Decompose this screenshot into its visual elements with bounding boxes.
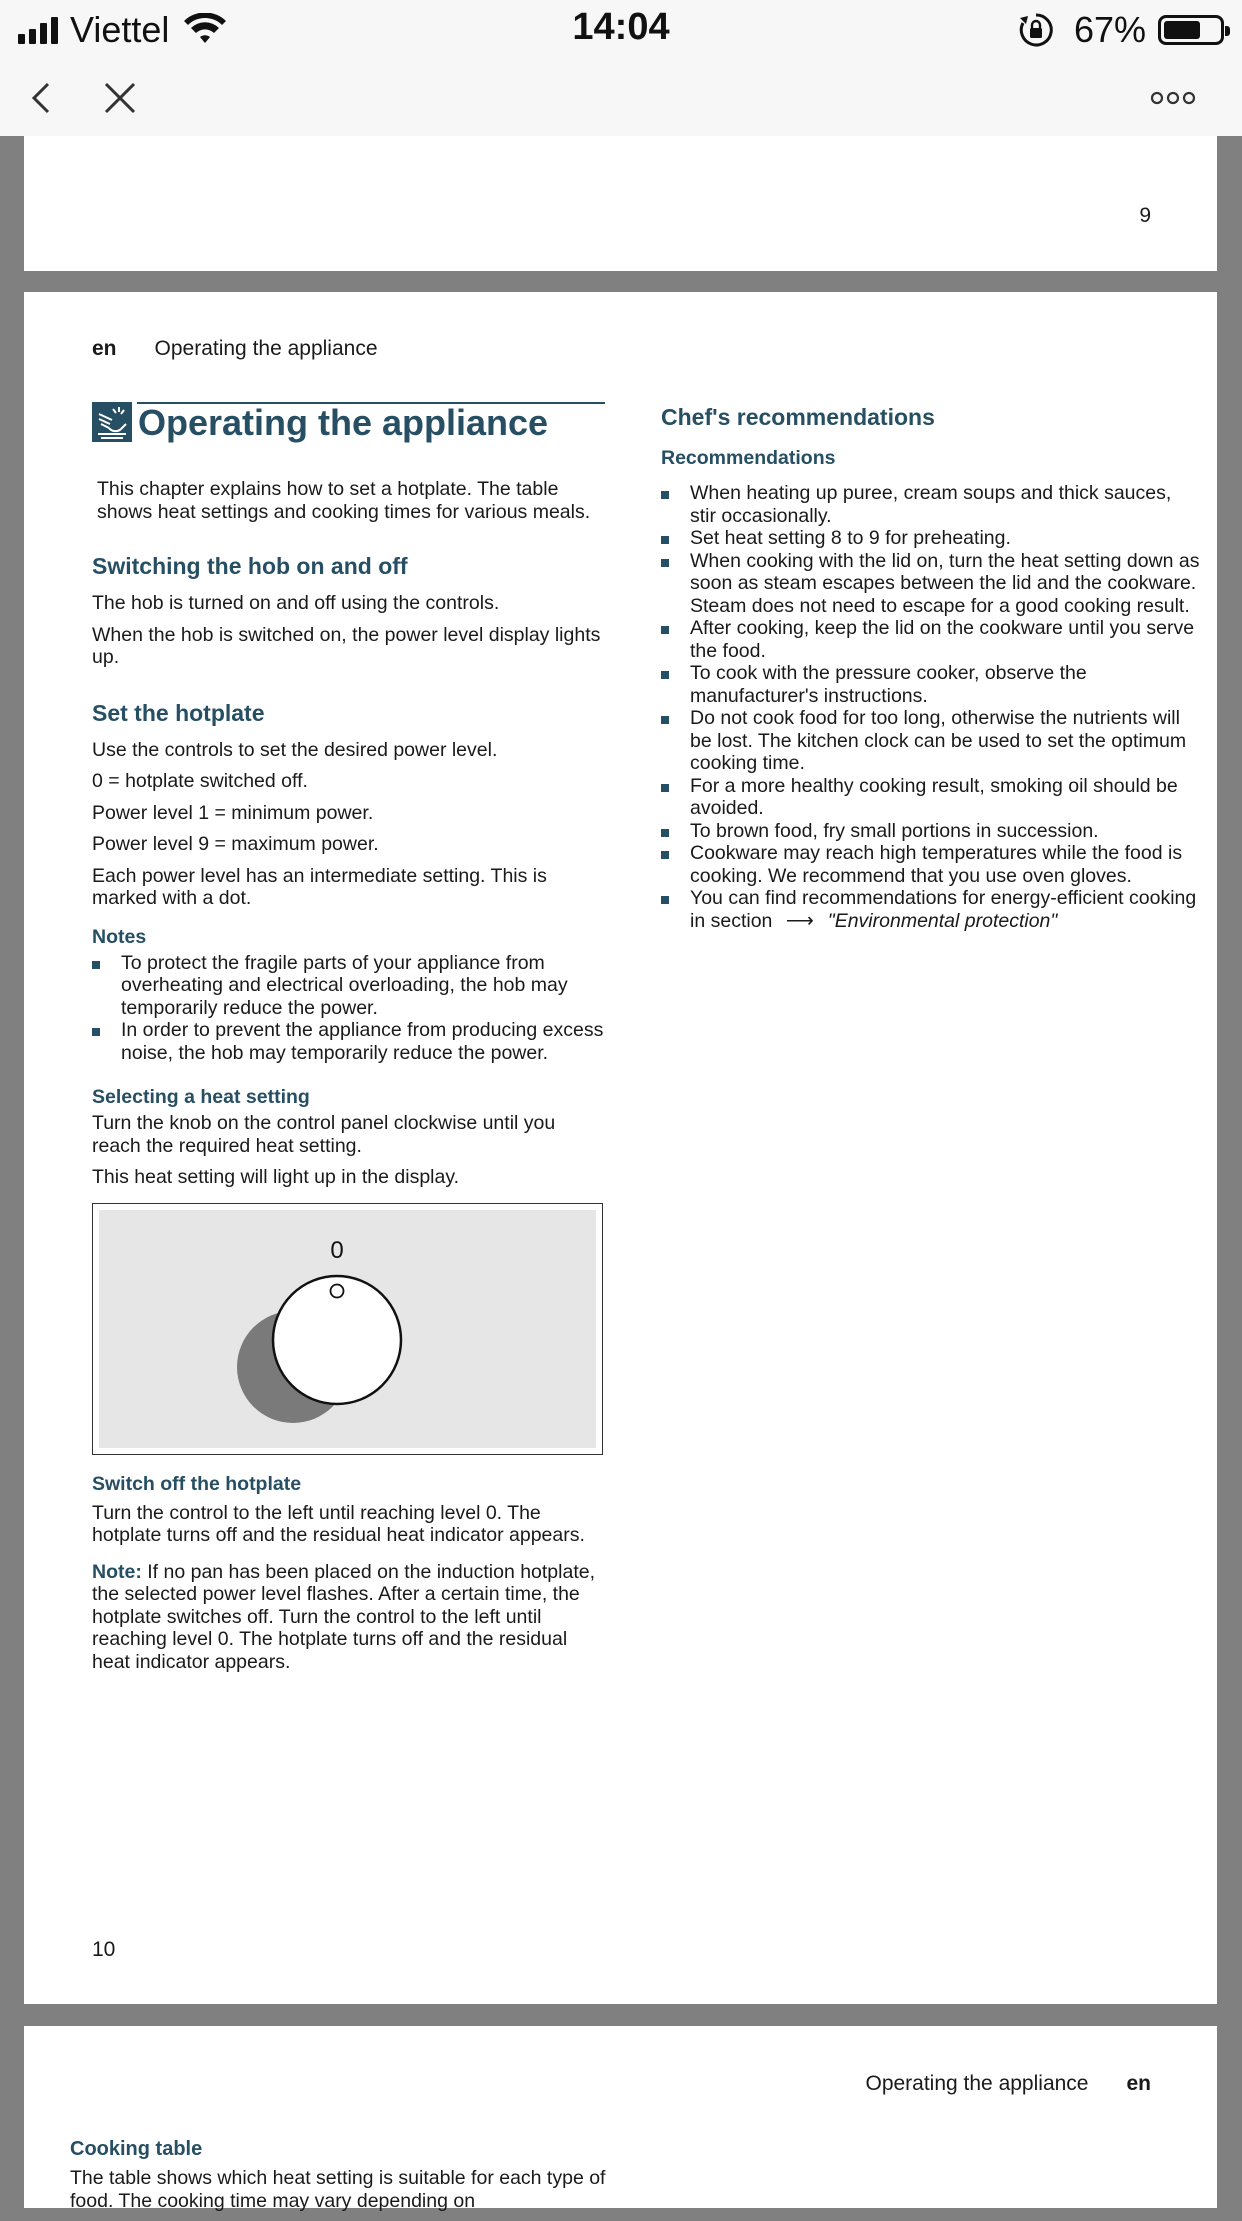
notes-heading: Notes — [92, 925, 147, 948]
running-header — [92, 337, 378, 361]
close-button[interactable] — [96, 74, 144, 122]
list-item: To cook with the pressure cooker, observe the manufacturer's instructions. — [661, 662, 1201, 707]
knob-label: 0 — [330, 1236, 344, 1264]
carrier-name: Viettel — [70, 9, 170, 50]
list-item: When cooking with the lid on, turn the heat setting down as soon as steam escapes between the lid and the cookware. Steam does not need to escape for a good cooking result. — [661, 550, 1201, 618]
status-bar — [0, 0, 1242, 60]
cooking-table-text: The table shows which heat setting is suitable for each type of food. The cooking time may vary depending on — [70, 2167, 606, 2212]
set-hotplate-text-5: Each power level has an intermediate setting. This is marked with a dot. — [92, 864, 547, 909]
chefs-heading: Chef's recommendations — [661, 404, 935, 430]
note-text: If no pan has been placed on the induction hotplate, the selected power level flashes. After a certain time, the hotplate switches off. Turn the control to the left until reaching level 0. The hotplate turns off and the residual heat indicator appears. — [92, 1560, 596, 1673]
knob-marker — [331, 1284, 344, 1297]
list-item-text: You can find recommendations for energy-efficient cooking in section — [690, 887, 1197, 932]
header-section: Operating the appliance — [154, 337, 378, 360]
nav-bar — [0, 60, 1242, 136]
cooking-table-section — [70, 2138, 610, 2221]
list-item: To brown food, fry small portions in succession. — [661, 820, 1201, 843]
switching-text-2: When the hob is switched on, the power level display lights up. — [92, 623, 601, 668]
pdf-page-9 — [24, 136, 1217, 271]
set-hotplate-text-4: Power level 9 = maximum power. — [92, 833, 379, 855]
set-hotplate-text-1: Use the controls to set the desired power level. — [92, 738, 498, 761]
switching-heading: Switching the hob on and off — [92, 553, 408, 579]
left-column — [92, 402, 605, 1682]
back-chevron-icon — [27, 81, 57, 115]
chapter-title: Operating the appliance — [138, 402, 549, 443]
header-lang: en — [1126, 2072, 1151, 2095]
recommendations-list — [661, 482, 1201, 932]
running-header — [865, 2072, 1151, 2096]
set-hotplate-text-3: Power level 1 = minimum power. — [92, 801, 374, 824]
close-icon — [103, 81, 137, 115]
list-item — [661, 887, 1201, 932]
list-item: For a more healthy cooking result, smoking oil should be avoided. — [661, 775, 1201, 820]
list-item: To protect the fragile parts of your appliance from overheating and electrical overloading, the hob may temporarily reduce the power. — [92, 952, 605, 1020]
switching-text-1: The hob is turned on and off using the controls. — [92, 592, 500, 614]
header-lang: en — [92, 337, 117, 360]
battery-percent: 67% — [1073, 9, 1146, 50]
intro-text: This chapter explains how to set a hotplate. The table shows heat settings and cooking times for various meals. — [97, 478, 591, 523]
right-column — [661, 402, 1201, 942]
rotation-lock-icon — [1018, 12, 1054, 48]
switch-off-heading: Switch off the hotplate — [92, 1472, 302, 1495]
more-button[interactable] — [1148, 74, 1198, 122]
status-time: 14:04 — [572, 6, 670, 48]
battery-level — [1164, 21, 1200, 39]
list-item: Do not cook food for too long, otherwise the nutrients will be lost. The kitchen clock can be used to set the optimum cooking time. — [661, 707, 1201, 775]
note-label: Note: — [92, 1560, 142, 1583]
pdf-page-10 — [24, 292, 1217, 2004]
pdf-page-11 — [24, 2026, 1217, 2212]
list-item: After cooking, keep the lid on the cookware until you serve the food. — [661, 617, 1201, 662]
chapter-heading — [92, 402, 605, 450]
selecting-text-1: Turn the knob on the control panel clockwise until you reach the required heat setting. — [92, 1112, 556, 1157]
environmental-protection-link[interactable]: "Environmental protection" — [827, 909, 1058, 932]
list-item: Cookware may reach high temperatures while the food is cooking. We recommend that you use oven gloves. — [661, 842, 1201, 887]
header-section: Operating the appliance — [865, 2072, 1089, 2095]
list-item: In order to prevent the appliance from producing excess noise, the hob may temporarily reduce the power. — [92, 1019, 605, 1064]
hand-on-hob-icon — [92, 402, 132, 442]
back-button[interactable] — [18, 74, 66, 122]
more-dots-icon — [1150, 90, 1196, 106]
set-hotplate-heading: Set the hotplate — [92, 699, 265, 726]
cooking-table-heading: Cooking table — [70, 2138, 203, 2160]
arrow-right-icon: ⟶ — [785, 909, 814, 932]
battery-icon — [1158, 15, 1224, 45]
page-number: 10 — [92, 1938, 116, 1961]
list-item: Set heat setting 8 to 9 for preheating. — [661, 527, 1201, 550]
recommendations-heading: Recommendations — [661, 447, 836, 469]
note-paragraph — [92, 1561, 605, 1674]
notes-list — [92, 952, 605, 1065]
page-number: 9 — [1139, 204, 1151, 227]
set-hotplate-text-2: 0 = hotplate switched off. — [92, 770, 308, 792]
list-item: When heating up puree, cream soups and thick sauces, stir occasionally. — [661, 482, 1201, 527]
selecting-heading: Selecting a heat setting — [92, 1086, 310, 1108]
selecting-text-2: This heat setting will light up in the display. — [92, 1166, 460, 1188]
switch-off-text: Turn the control to the left until reaching level 0. The hotplate turns off and the residual heat indicator appears. — [92, 1501, 585, 1546]
control-knob-figure — [92, 1203, 603, 1455]
